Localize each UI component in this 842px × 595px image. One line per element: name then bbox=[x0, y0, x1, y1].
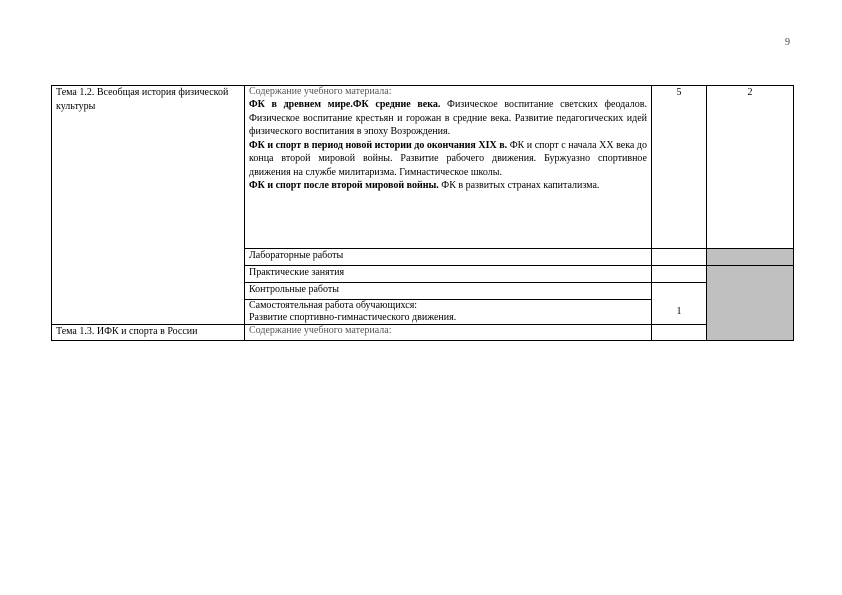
lab-works-label: Лабораторные работы bbox=[245, 249, 652, 266]
self-study-heading: Самостоятельная работа обучающихся: bbox=[249, 300, 418, 311]
paragraph-2-bold: ФК и спорт в период новой истории до окончания XIX в. bbox=[249, 139, 508, 151]
topic-1-2-content bbox=[245, 86, 652, 249]
page-number: 9 bbox=[785, 37, 790, 48]
paragraph-3-text: ФК в развитых странах капитализма. bbox=[438, 180, 600, 191]
lab-works-hours bbox=[652, 249, 707, 266]
topic-1-2-hours: 5 bbox=[652, 86, 707, 249]
content-paragraph-2 bbox=[249, 139, 647, 180]
content-paragraph-3 bbox=[249, 179, 647, 193]
topic-1-3-content-heading: Содержание учебного материала: bbox=[249, 325, 392, 336]
topic-1-2-title: Тема 1.2. Всеобщая история физической культуры bbox=[52, 86, 245, 325]
paragraph-1-text: Физическое воспитание светских феодалов. Физическое воспитание крестьян и горожан в средние века. Развитие педагогических идей физического воспитания в эпоху Возрождения. bbox=[249, 99, 647, 137]
paragraph-3-bold: ФК и спорт после второй мировой войны. bbox=[249, 180, 439, 191]
control-self-hours: 1 bbox=[652, 283, 707, 325]
level-shaded-block bbox=[707, 266, 794, 341]
paragraph-1-bold: ФК в древнем мире.ФК средние века. bbox=[249, 99, 441, 110]
topic-1-3-content bbox=[245, 325, 652, 341]
topic-1-3-title: Тема 1.3. ИФК и спорта в России bbox=[52, 325, 245, 341]
content-paragraph-1 bbox=[249, 98, 647, 139]
topic-1-3-hours bbox=[652, 325, 707, 341]
self-study-text: Развитие спортивно-гимнастического движения. bbox=[249, 312, 457, 323]
lab-works-level-shaded bbox=[707, 249, 794, 266]
paragraph-2-text: ФК и спорт с начала XX века до конца второй мировой войны. Развитие рабочего движения. Буржуазно спортивное движения на службе милитаризма. Гимнастическое школы. bbox=[249, 139, 647, 178]
topic-1-2-level: 2 bbox=[707, 86, 794, 249]
curriculum-table bbox=[51, 85, 794, 341]
content-heading: Содержание учебного материала: bbox=[249, 86, 392, 97]
table-row-topic-1-3 bbox=[52, 325, 794, 341]
table-row-topic-1-2 bbox=[52, 86, 794, 249]
practice-hours bbox=[652, 266, 707, 283]
control-label: Контрольные работы bbox=[245, 283, 652, 300]
self-study-content bbox=[245, 300, 652, 325]
practice-label: Практические занятия bbox=[245, 266, 652, 283]
